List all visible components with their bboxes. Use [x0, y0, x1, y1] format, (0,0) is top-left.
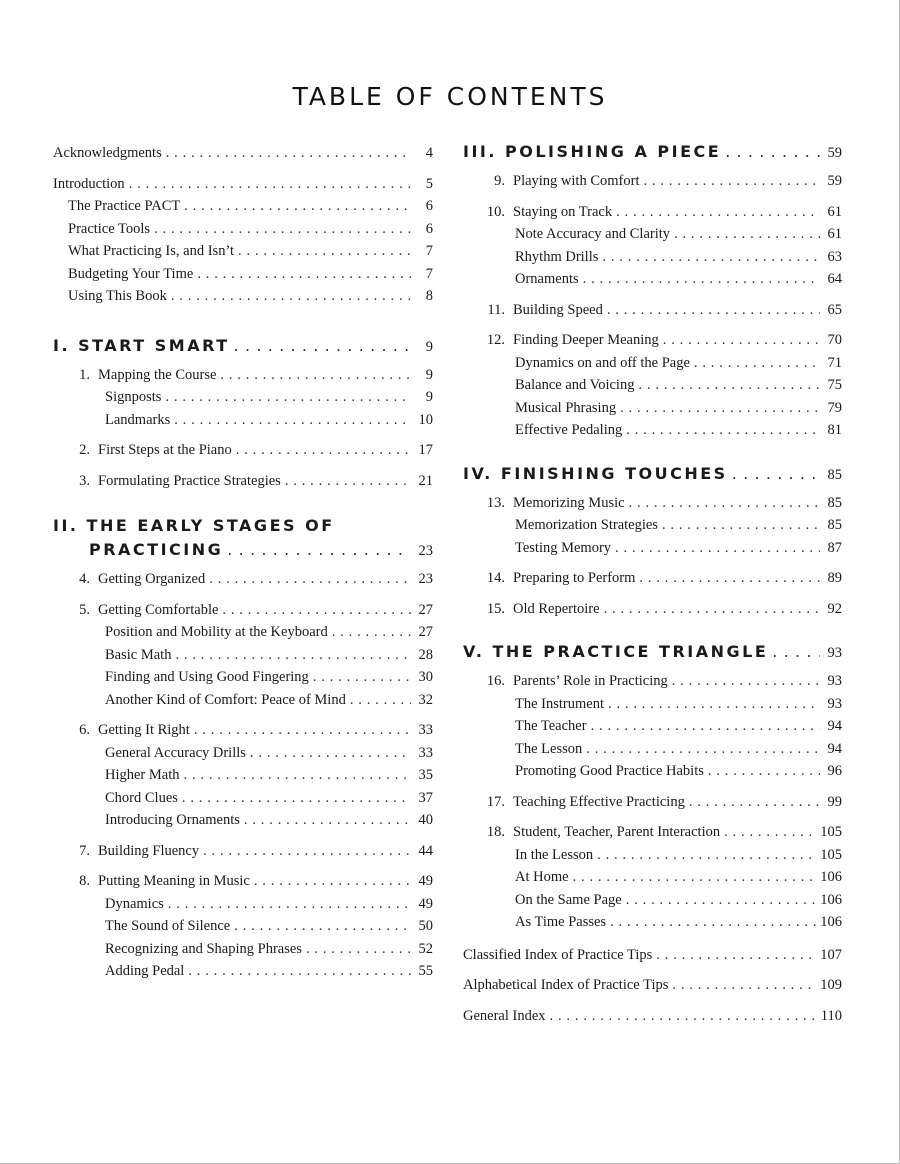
toc-section[interactable]: Adding Pedal . . . 55 [53, 960, 433, 983]
toc-right-column [463, 140, 842, 1027]
toc-chapter[interactable]: 11. Building Speed . . . 65 [463, 299, 842, 322]
toc-section[interactable]: Testing Memory . . . 87 [463, 537, 842, 560]
part-heading-1[interactable]: I. START SMART . . . 9 [53, 334, 433, 358]
toc-entry-alphabetical-index[interactable]: Alphabetical Index of Practice Tips . . . 109 [463, 974, 842, 997]
toc-section[interactable]: Musical Phrasing . . . 79 [463, 397, 842, 420]
toc-chapter[interactable]: 13. Memorizing Music . . . 85 [463, 492, 842, 515]
toc-entry[interactable]: Using This Book . . . 8 [53, 285, 433, 308]
part-heading-5[interactable]: V. THE PRACTICE TRIANGLE . . . 93 [463, 640, 842, 664]
toc-chapter[interactable]: 12. Finding Deeper Meaning . . . 70 [463, 329, 842, 352]
toc-section[interactable]: General Accuracy Drills . . . 33 [53, 742, 433, 765]
toc-entry-introduction[interactable]: Introduction . . . 5 [53, 173, 433, 196]
toc-chapter[interactable]: 8. Putting Meaning in Music . . . 49 [53, 870, 433, 893]
toc-section[interactable]: Position and Mobility at the Keyboard . . . 27 [53, 621, 433, 644]
toc-section[interactable]: Recognizing and Shaping Phrases . . . 52 [53, 938, 433, 961]
toc-section[interactable]: Landmarks . . . 10 [53, 409, 433, 432]
toc-section[interactable]: In the Lesson . . . 105 [463, 844, 842, 867]
toc-section[interactable]: On the Same Page . . . 106 [463, 889, 842, 912]
toc-section[interactable]: Ornaments . . . 64 [463, 268, 842, 291]
page-title: TABLE OF CONTENTS [292, 82, 608, 111]
toc-chapter[interactable]: 4. Getting Organized . . . 23 [53, 568, 433, 591]
toc-section[interactable]: Rhythm Drills . . . 63 [463, 246, 842, 269]
toc-section[interactable]: Dynamics on and off the Page . . . 71 [463, 352, 842, 375]
toc-chapter[interactable]: 5. Getting Comfortable . . . 27 [53, 599, 433, 622]
toc-section[interactable]: Introducing Ornaments . . . 40 [53, 809, 433, 832]
toc-entry[interactable]: Practice Tools . . . 6 [53, 218, 433, 241]
toc-chapter[interactable]: 16. Parents’ Role in Practicing . . . 93 [463, 670, 842, 693]
toc-section[interactable]: Signposts . . . 9 [53, 386, 433, 409]
part-heading-2[interactable]: II. THE EARLY STAGES OF PRACTICING . . . 23 [53, 514, 433, 562]
toc-section[interactable]: Memorization Strategies . . . 85 [463, 514, 842, 537]
toc-section[interactable]: At Home . . . 106 [463, 866, 842, 889]
toc-chapter[interactable]: 14. Preparing to Perform . . . 89 [463, 567, 842, 590]
toc-entry-classified-index[interactable]: Classified Index of Practice Tips . . . 107 [463, 944, 842, 967]
toc-entry[interactable]: The Practice PACT . . . 6 [53, 195, 433, 218]
part-heading-4[interactable]: IV. FINISHING TOUCHES . . . 85 [463, 462, 842, 486]
toc-chapter[interactable]: 2. First Steps at the Piano . . . 17 [53, 439, 433, 462]
toc-section[interactable]: Higher Math . . . 35 [53, 764, 433, 787]
toc-left-column [53, 140, 433, 983]
toc-chapter[interactable]: 15. Old Repertoire . . . 92 [463, 598, 842, 621]
toc-chapter[interactable]: 17. Teaching Effective Practicing . . . 99 [463, 791, 842, 814]
toc-entry[interactable]: Budgeting Your Time . . . 7 [53, 263, 433, 286]
toc-section[interactable]: Another Kind of Comfort: Peace of Mind . . . 32 [53, 689, 433, 712]
toc-section[interactable]: The Lesson . . . 94 [463, 738, 842, 761]
toc-chapter[interactable]: 1. Mapping the Course . . . 9 [53, 364, 433, 387]
toc-section[interactable]: The Instrument . . . 93 [463, 693, 842, 716]
toc-chapter[interactable]: 18. Student, Teacher, Parent Interaction . . . 105 [463, 821, 842, 844]
toc-chapter[interactable]: 6. Getting It Right . . . 33 [53, 719, 433, 742]
toc-section[interactable]: Promoting Good Practice Habits . . . 96 [463, 760, 842, 783]
toc-entry-acknowledgments[interactable]: Acknowledgments . . . 4 [53, 142, 433, 165]
toc-section[interactable]: Dynamics . . . 49 [53, 893, 433, 916]
toc-section[interactable]: Effective Pedaling . . . 81 [463, 419, 842, 442]
toc-section[interactable]: Note Accuracy and Clarity . . . 61 [463, 223, 842, 246]
toc-chapter[interactable]: 9. Playing with Comfort . . . 59 [463, 170, 842, 193]
toc-chapter[interactable]: 3. Formulating Practice Strategies . . . 21 [53, 470, 433, 493]
toc-section[interactable]: Balance and Voicing . . . 75 [463, 374, 842, 397]
toc-chapter[interactable]: 7. Building Fluency . . . 44 [53, 840, 433, 863]
toc-section[interactable]: The Teacher . . . 94 [463, 715, 842, 738]
toc-section[interactable]: Chord Clues . . . 37 [53, 787, 433, 810]
part-heading-3[interactable]: III. POLISHING A PIECE . . . 59 [463, 140, 842, 164]
toc-section[interactable]: As Time Passes . . . 106 [463, 911, 842, 934]
toc-section[interactable]: The Sound of Silence . . . 50 [53, 915, 433, 938]
toc-section[interactable]: Finding and Using Good Fingering . . . 30 [53, 666, 433, 689]
toc-entry[interactable]: What Practicing Is, and Isn’t . . . 7 [53, 240, 433, 263]
toc-section[interactable]: Basic Math . . . 28 [53, 644, 433, 667]
toc-entry-general-index[interactable]: General Index . . . 110 [463, 1005, 842, 1028]
toc-chapter[interactable]: 10. Staying on Track . . . 61 [463, 201, 842, 224]
